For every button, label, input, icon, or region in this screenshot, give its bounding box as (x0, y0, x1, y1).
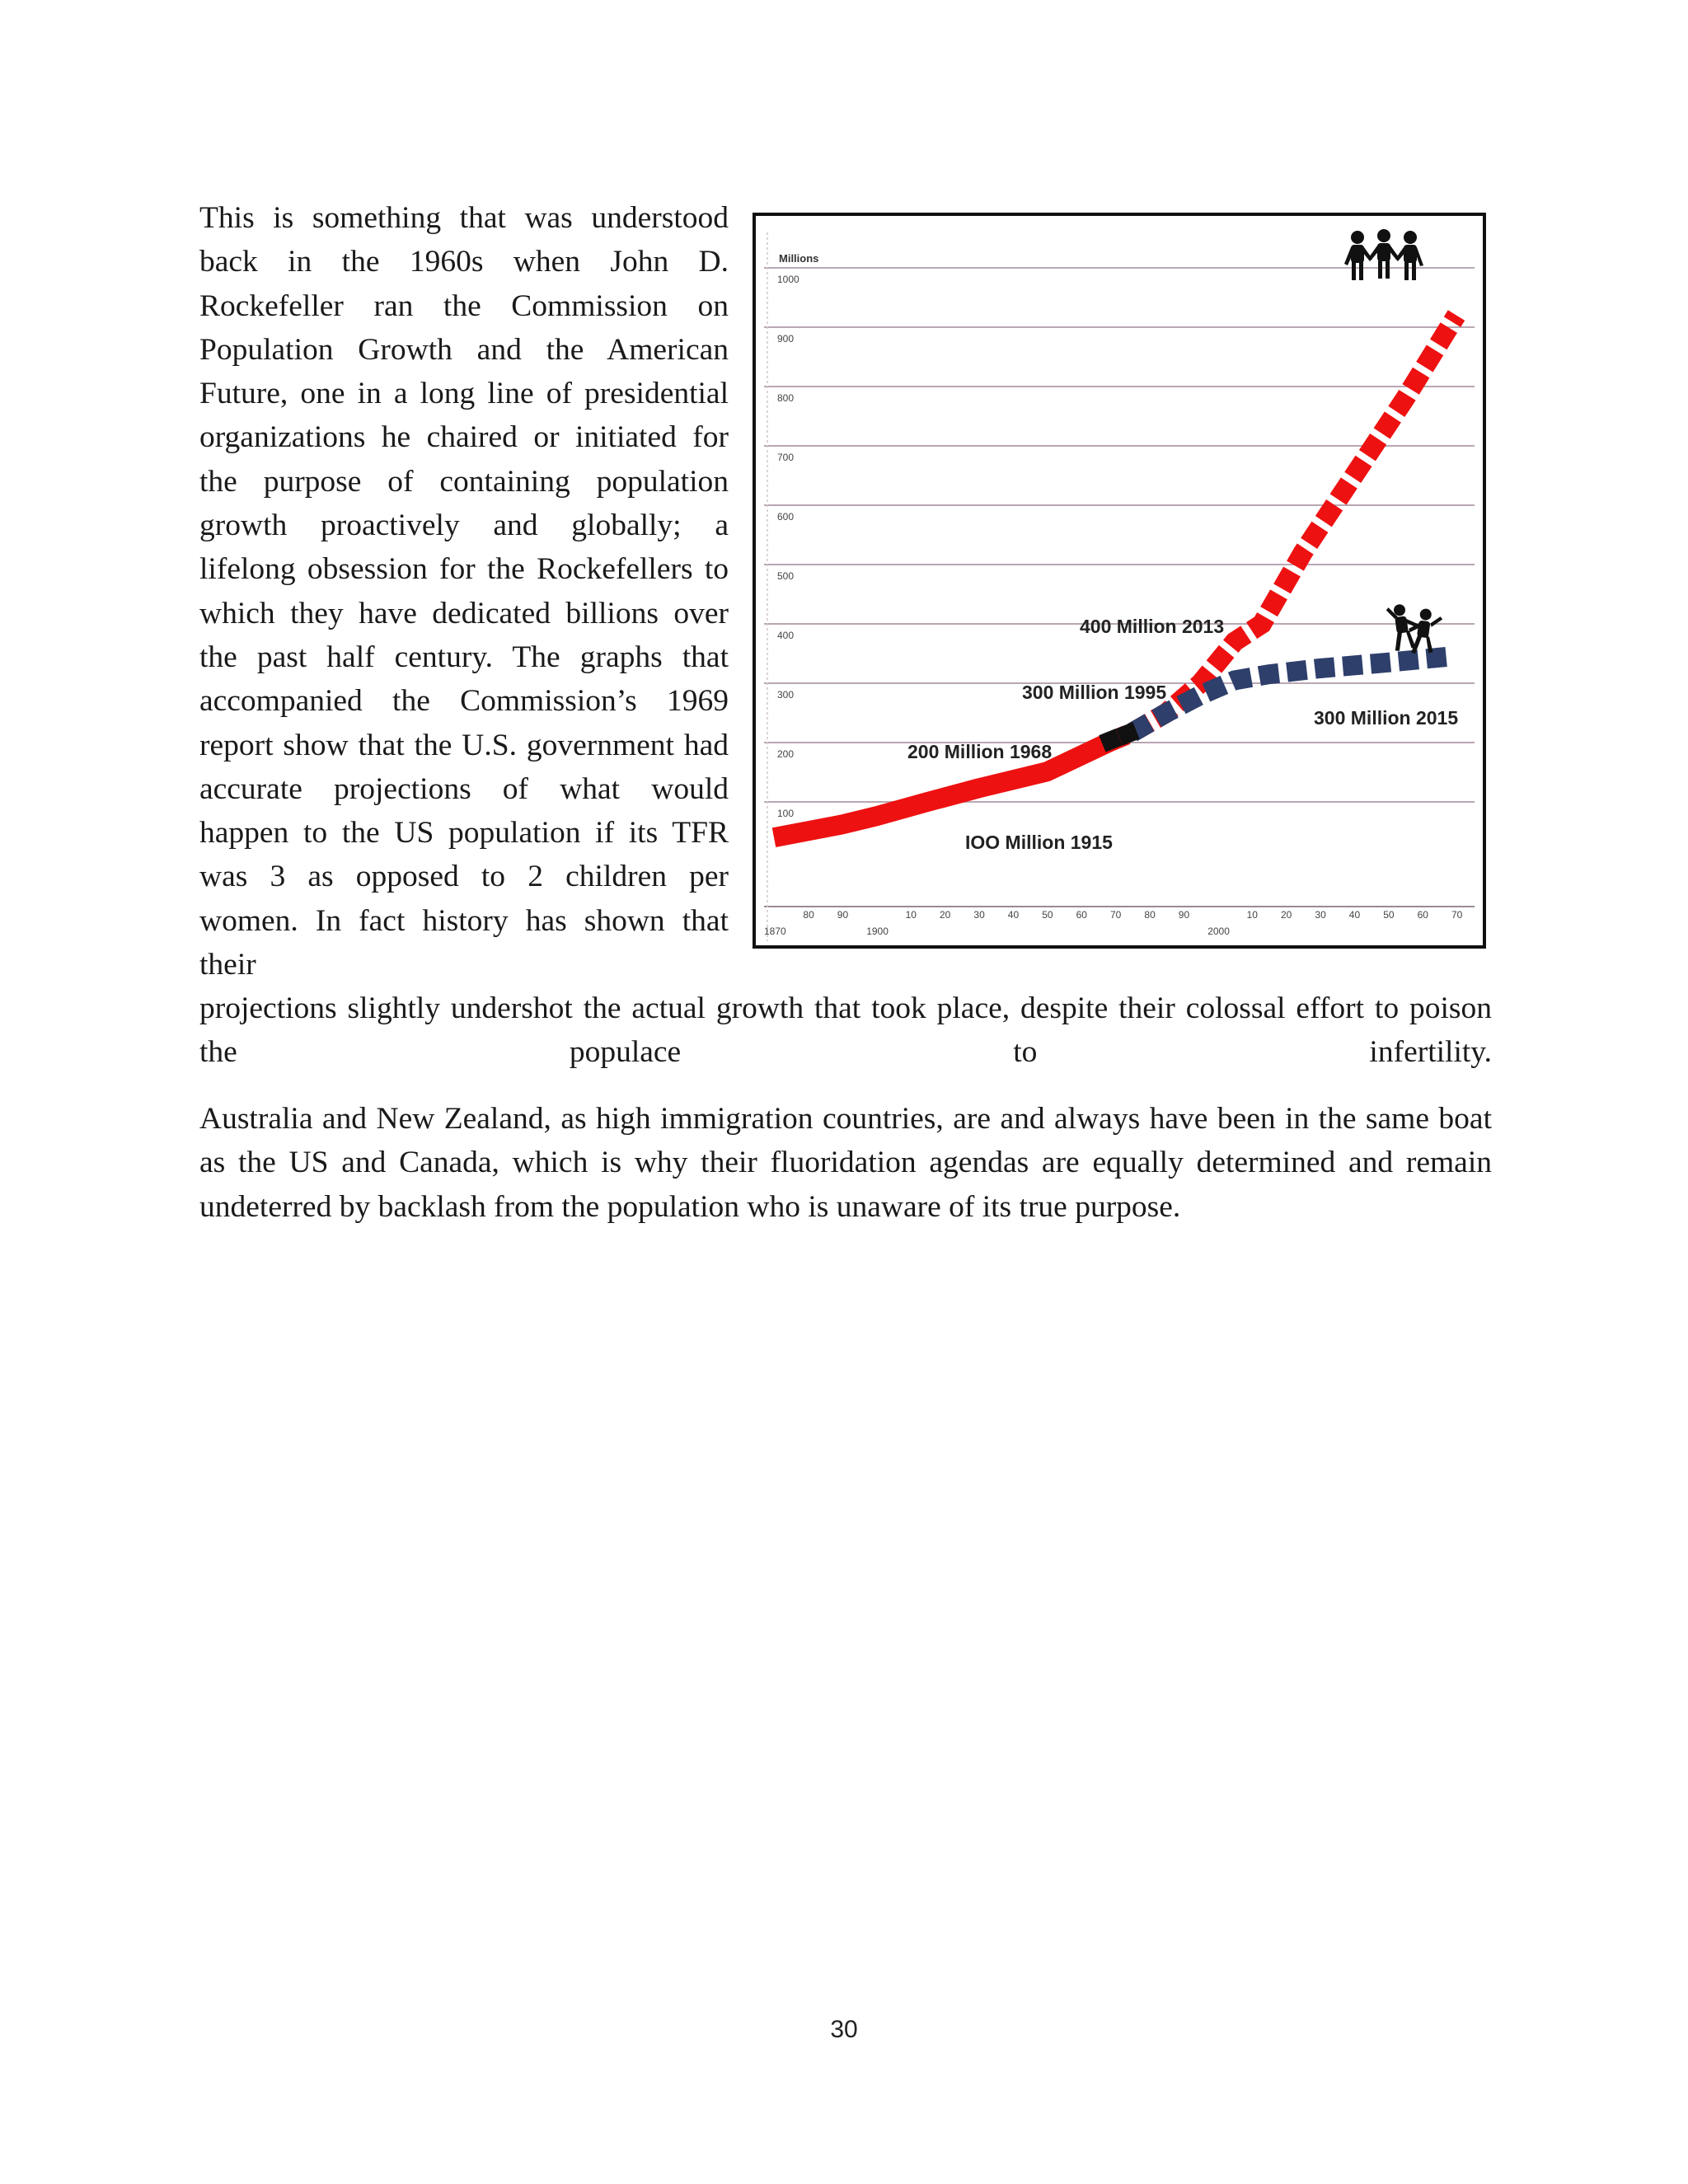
chart-x-major-label: 2000 (1207, 926, 1230, 937)
chart-y-tick-label: 600 (777, 511, 795, 523)
paragraph-2: Australia and New Zealand, as high immigration countries, are and always have been in the same boat as the US and Canada, which is why their fluoridation agendas are equally determined and remain undeterred by backlash from the population who is unaware of its true purpose. (199, 1102, 1492, 1224)
chart-y-tick-label: 100 (777, 808, 795, 819)
chart-x-tick-label: 30 (1315, 909, 1326, 921)
chart-x-tick-label: 20 (940, 909, 951, 921)
chart-svg (756, 216, 1483, 945)
chart-x-tick-label: 70 (1110, 909, 1122, 921)
chart-y-ticks (777, 274, 799, 819)
chart-x-major-label: 1870 (764, 926, 786, 937)
chart-annotation: 300 Million 1995 (1022, 682, 1167, 703)
chart-y-tick-label: 900 (777, 333, 795, 344)
chart-y-unit-label: Millions (779, 252, 819, 265)
chart-x-tick-label: 50 (1042, 909, 1053, 921)
population-chart (753, 213, 1486, 949)
three-people-icon (1344, 229, 1423, 280)
chart-x-tick-label: 60 (1417, 909, 1428, 921)
chart-x-tick-label: 20 (1281, 909, 1292, 921)
chart-series-line-dashed (1109, 316, 1459, 743)
chart-y-tick-label: 800 (777, 392, 795, 404)
chart-annotation: 300 Million 2015 (1314, 707, 1459, 729)
chart-x-tick-label: 10 (905, 909, 917, 921)
chart-y-tick-label: 1000 (777, 274, 799, 285)
chart-y-tick-label: 400 (777, 630, 795, 641)
chart-x-major-label: 1900 (866, 926, 889, 937)
chart-gridlines (764, 232, 1475, 941)
chart-y-tick-label: 700 (777, 452, 795, 463)
chart-annotations (907, 616, 1458, 853)
chart-x-tick-label: 30 (973, 909, 985, 921)
chart-x-tick-label: 40 (1007, 909, 1020, 921)
chart-x-tick-label: 60 (1076, 909, 1087, 921)
chart-annotation: 200 Million 1968 (907, 741, 1053, 762)
chart-x-tick-label: 70 (1451, 909, 1463, 921)
chart-x-tick-label: 50 (1383, 909, 1395, 921)
chart-annotation: 400 Million 2013 (1080, 616, 1225, 637)
chart-x-tick-label: 40 (1348, 909, 1361, 921)
chart-annotation: IOO Million 1915 (965, 832, 1113, 853)
chart-x-tick-label: 80 (803, 909, 814, 921)
chart-x-tick-label: 90 (837, 909, 849, 921)
chart-y-tick-label: 200 (777, 748, 795, 760)
chart-series (774, 316, 1459, 838)
paragraph-1-wrapped: This is something that was understood back in the 1960s when John D. Rockefeller ran the Commission on Population Growth and the American Future, one in a long line of presidential organizations he chaired or initiated for the purpose of containing population growth proactively and globally; a lifelong obsession for the Rockefellers to which they have dedicated billions over the past half century. The graphs that accompanied the Commission’s 1969 report show that the U.S. government had accurate projections of what would happen to the US population if its TFR was 3 as opposed to 2 children per women. In fact history has shown that their (199, 201, 729, 982)
chart-y-tick-label: 500 (777, 570, 795, 582)
chart-x-tick-label: 90 (1178, 909, 1190, 921)
chart-x-tick-label: 80 (1144, 909, 1156, 921)
page-number: 30 (830, 2016, 858, 2043)
chart-x-ticks (764, 909, 1463, 937)
chart-y-tick-label: 300 (777, 689, 795, 701)
chart-x-tick-label: 10 (1246, 909, 1258, 921)
paragraph-1-continued: projections slightly undershot the actual growth that took place, despite their colossal effort to poison the populace to infertility. (199, 991, 1492, 1070)
